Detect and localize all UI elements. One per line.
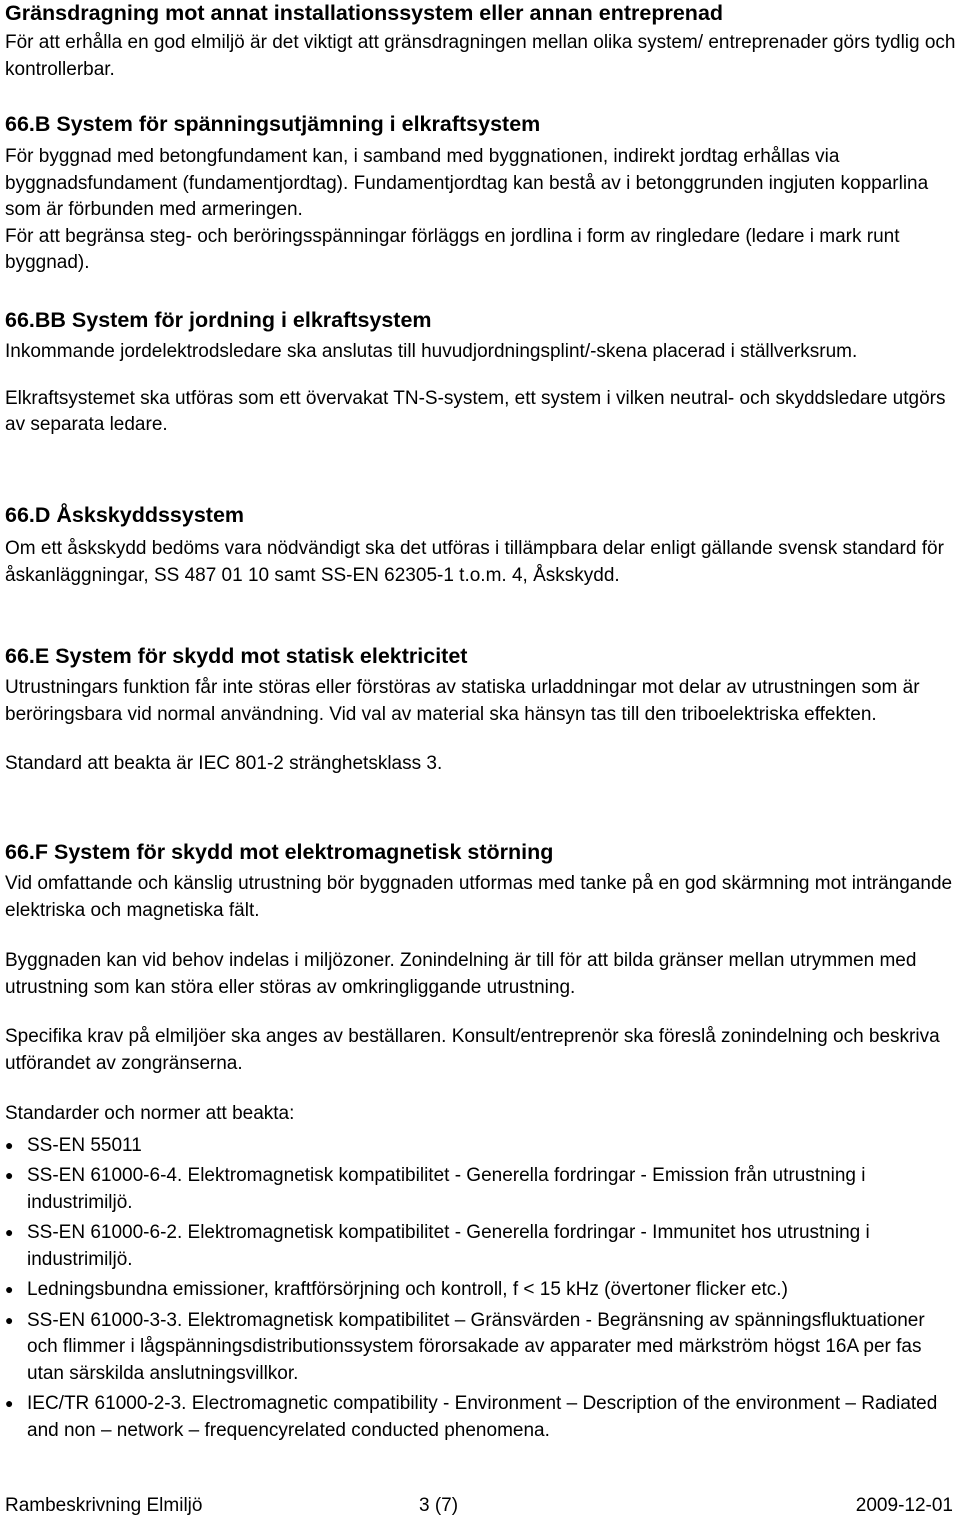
bullet-icon: ● bbox=[5, 1311, 14, 1328]
bullet-icon: ● bbox=[5, 1136, 14, 1153]
footer-date: 2009-12-01 bbox=[855, 1495, 953, 1516]
standards-list bbox=[5, 1132, 960, 1445]
section-heading-boundary: Gränsdragning mot annat installationssystem eller annan entreprenad bbox=[5, 1, 724, 25]
bullet-icon: ● bbox=[5, 1395, 14, 1411]
paragraph: Byggnaden kan vid behov indelas i miljözoner. Zonindelning är till för att bilda gränser mellan utrymmen med utrustning som kan störa eller störas av omkringliggande utrustning. bbox=[5, 950, 917, 998]
paragraph: För att begränsa steg- och beröringsspänningar förläggs en jordlina i form av ringledare (ledare i mark runt byggnad). bbox=[5, 225, 900, 273]
paragraph: Utrustningars funktion får inte störas eller förstöras av statiska urladdningar mot delar av utrustningen som är beröringsbara vid normal användning. Vid val av material ska hänsyn tas till den triboelektriska effekten. bbox=[5, 677, 920, 725]
footer-title: Rambeskrivning Elmiljö bbox=[5, 1495, 203, 1516]
paragraph: Specifika krav på elmiljöer ska anges av beställaren. Konsult/entreprenör ska föreslå zonindelning och beskriva utförandet av zongränserna. bbox=[5, 1026, 940, 1074]
section-66d bbox=[5, 502, 960, 589]
bullet-icon: ● bbox=[5, 1281, 14, 1297]
paragraph: För byggnad med betongfundament kan, i samband med byggnationen, indirekt jordtag erhållas via byggnadsfundament (fundamentjordtag). Fundamentjordtag kan bestå av i betonggrunden ingjuten kopparlina som är förbunden med armeringen. bbox=[5, 146, 929, 220]
section-66f bbox=[5, 839, 960, 1444]
paragraph: Elkraftsystemet ska utföras som ett övervakat TN-S-system, ett system i vilken neutral- och skyddsledare utgörs av separata ledare. bbox=[5, 387, 946, 435]
section-heading-66e: 66.E System för skydd mot statisk elektricitet bbox=[5, 644, 468, 668]
paragraph: Standard att beakta är IEC 801-2 stränghetsklass 3. bbox=[5, 753, 443, 774]
list-item-text: SS-EN 61000-3-3. Elektromagnetisk kompatibilitet – Gränsvärden - Begränsning av spänningsfluktuationer och flimmer i lågspänningsdistributionssystem förorsakade av apparater med märkström högst 16A per fas utan särskilda anslutningsvillkor. bbox=[27, 1309, 925, 1384]
list-item bbox=[5, 1162, 960, 1216]
list-item-text: SS-EN 61000-6-2. Elektromagnetisk kompatibilitet - Generella fordringar - Immunitet hos utrustning i industrimiljö. bbox=[27, 1222, 870, 1270]
list-item bbox=[5, 1276, 960, 1304]
section-66bb bbox=[5, 307, 960, 439]
paragraph: Inkommande jordelektrodsledare ska anslutas till huvudjordningsplint/-skena placerad i ställverksrum. bbox=[5, 341, 858, 362]
section-66e bbox=[5, 643, 960, 778]
section-boundary bbox=[5, 0, 960, 83]
paragraph: För att erhålla en god elmiljö är det viktigt att gränsdragningen mellan olika system/ entreprenader görs tydlig och kontrollerbar. bbox=[5, 32, 956, 80]
page-footer bbox=[5, 1493, 953, 1519]
list-item-text: SS-EN 55011 bbox=[27, 1134, 142, 1156]
section-heading-66bb: 66.BB System för jordning i elkraftsystem bbox=[5, 308, 432, 332]
section-heading-66f: 66.F System för skydd mot elektromagnetisk störning bbox=[5, 840, 554, 864]
section-heading-66b: 66.B System för spänningsutjämning i elkraftsystem bbox=[5, 112, 541, 136]
paragraph: Om ett åskskydd bedöms vara nödvändigt ska det utföras i tillämpbara delar enligt gällande svensk standard för åskanläggningar, SS 487 01 10 samt SS-EN 62305-1 t.o.m. 4, Åskskydd. bbox=[5, 538, 944, 586]
bullet-icon: ● bbox=[5, 1167, 14, 1183]
section-heading-66d: 66.D Åskskyddssystem bbox=[5, 503, 245, 527]
section-66b bbox=[5, 111, 960, 277]
list-item bbox=[5, 1132, 960, 1160]
list-item bbox=[5, 1219, 960, 1273]
paragraph: Standarder och normer att beakta: bbox=[5, 1103, 295, 1124]
bullet-icon: ● bbox=[5, 1224, 14, 1240]
list-item bbox=[5, 1307, 960, 1388]
list-item-text: IEC/TR 61000-2-3. Electromagnetic compatibility - Environment – Description of the environment – Radiated and non – network – frequencyrelated conducted phenomena. bbox=[27, 1393, 938, 1441]
paragraph: Vid omfattande och känslig utrustning bör byggnaden utformas med tanke på en god skärmning mot inträngande elektriska och magnetiska fält. bbox=[5, 873, 953, 921]
list-item-text: Ledningsbundna emissioner, kraftförsörjning och kontroll, f < 15 kHz (övertoner flicker etc.) bbox=[27, 1279, 788, 1300]
list-item bbox=[5, 1390, 960, 1444]
footer-page-number: 3 (7) bbox=[419, 1495, 459, 1516]
list-item-text: SS-EN 61000-6-4. Elektromagnetisk kompatibilitet - Generella fordringar - Emission från utrustning i industrimiljö. bbox=[27, 1165, 866, 1213]
